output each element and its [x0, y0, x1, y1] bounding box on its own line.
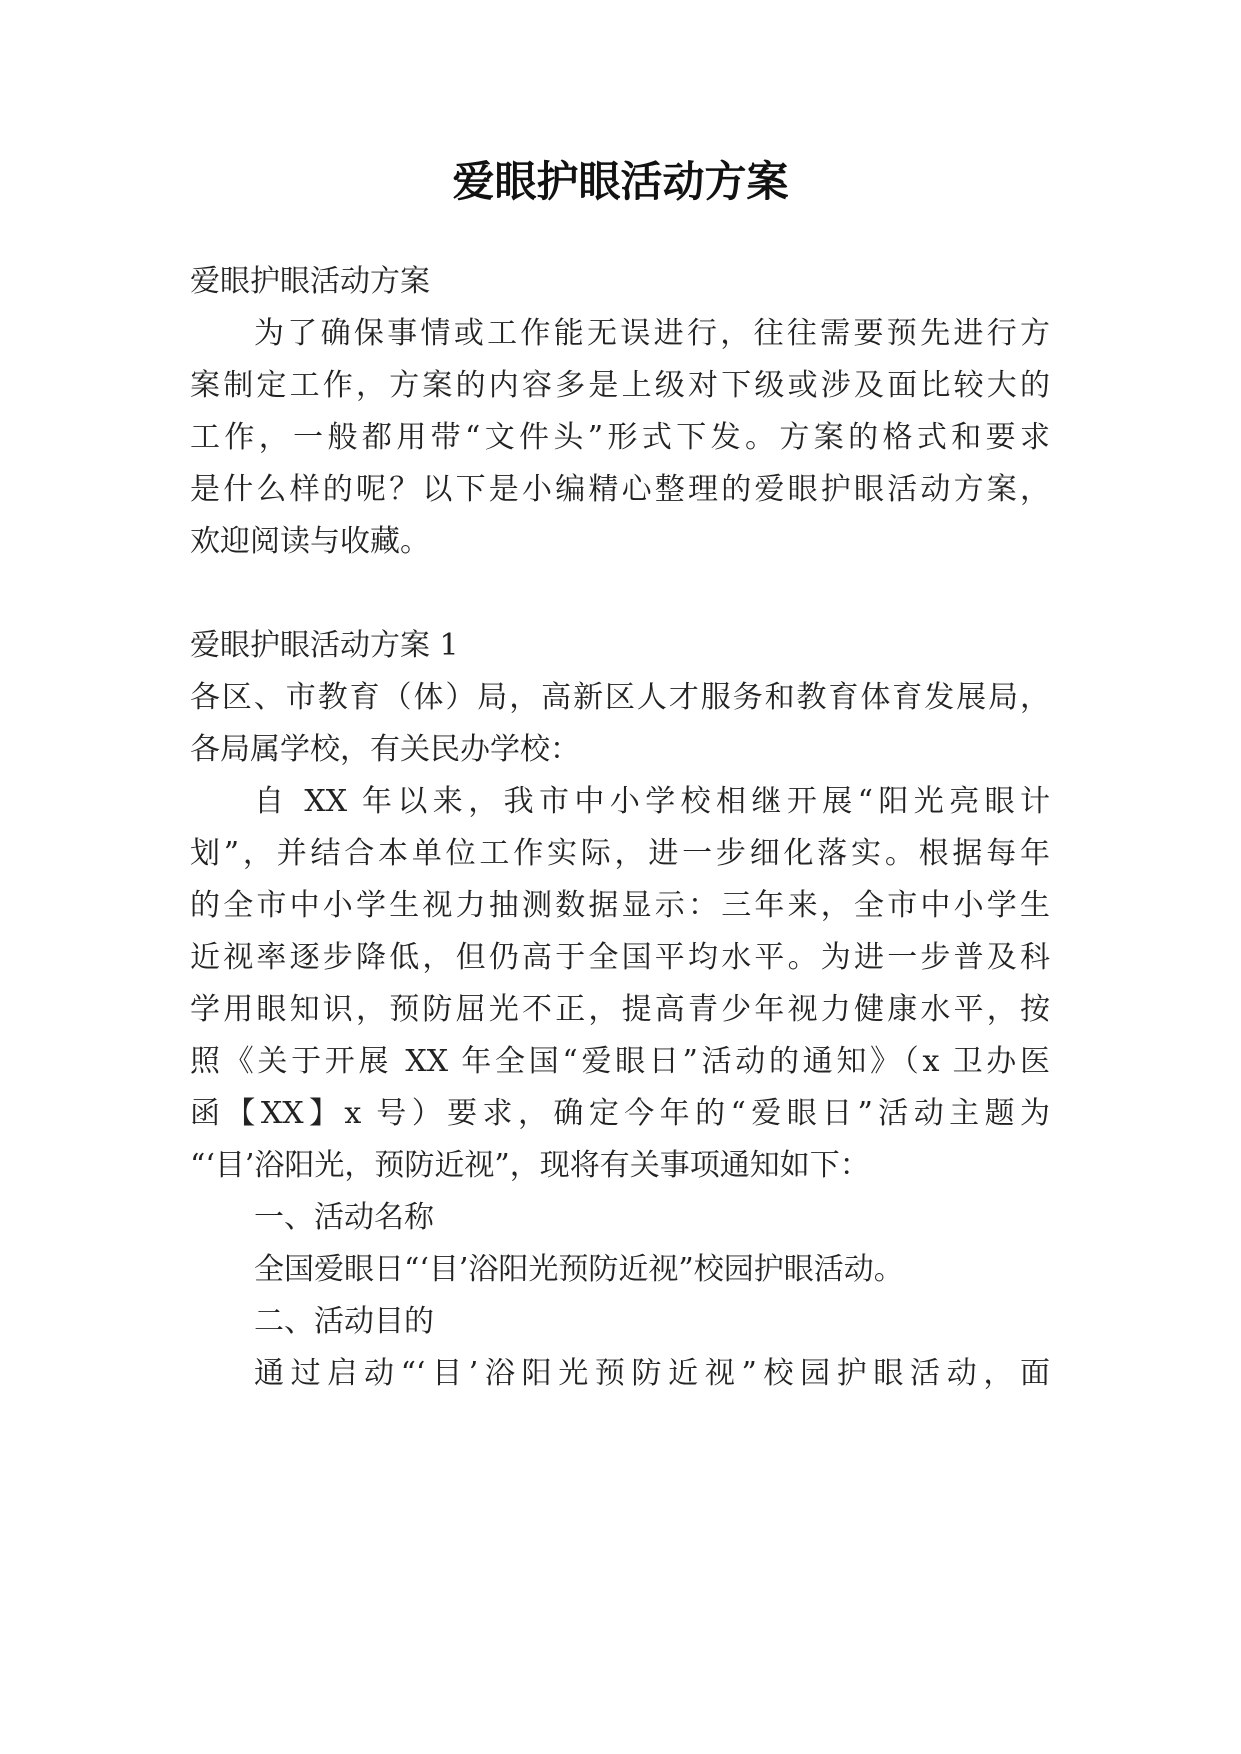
body-line: “‘目’浴阳光，预防近视”，现将有关事项通知如下：: [190, 1148, 870, 1183]
body-line: 照《关于开展 XX 年全国“爱眼日”活动的通知》（x 卫办医: [190, 1044, 1050, 1079]
body-line: 学用眼知识，预防屈光不正，提高青少年视力健康水平，按: [190, 992, 1050, 1027]
intro-line: 是什么样的呢？以下是小编精心整理的爱眼护眼活动方案，: [190, 472, 1050, 507]
body-line: 划”，并结合本单位工作实际，进一步细化落实。根据每年: [190, 836, 1050, 871]
body-line: 自 XX 年以来，我市中小学校相继开展“阳光亮眼计: [254, 784, 1050, 819]
intro-line: 欢迎阅读与收藏。: [190, 524, 430, 559]
body-line: 的全市中小学生视力抽测数据显示：三年来，全市中小学生: [190, 888, 1050, 923]
body-line: 近视率逐步降低，但仍高于全国平均水平。为进一步普及科: [190, 940, 1050, 975]
section-heading: 爱眼护眼活动方案 1: [190, 628, 459, 663]
activity-name-text: 全国爱眼日“‘目’浴阳光预防近视”校园护眼活动。: [254, 1252, 904, 1287]
recipients-line: 各区、市教育（体）局，高新区人才服务和教育体育发展局，: [190, 680, 1050, 715]
body-line: 函【XX】x 号）要求，确定今年的“爱眼日”活动主题为: [190, 1096, 1050, 1131]
recipients-line: 各局属学校，有关民办学校：: [190, 732, 580, 767]
heading-activity-name: 一、活动名称: [254, 1200, 434, 1235]
intro-line: 案制定工作，方案的内容多是上级对下级或涉及面比较大的: [190, 368, 1050, 403]
intro-line: 工作，一般都用带“文件头”形式下发。方案的格式和要求: [190, 420, 1050, 455]
document-subtitle: 爱眼护眼活动方案: [190, 264, 430, 299]
intro-line: 为了确保事情或工作能无误进行，往往需要预先进行方: [254, 316, 1050, 351]
purpose-text: 通过启动“‘目’浴阳光预防近视”校园护眼活动，面: [254, 1356, 1050, 1391]
document-title: 爱眼护眼活动方案: [452, 157, 789, 206]
heading-activity-purpose: 二、活动目的: [254, 1304, 434, 1339]
